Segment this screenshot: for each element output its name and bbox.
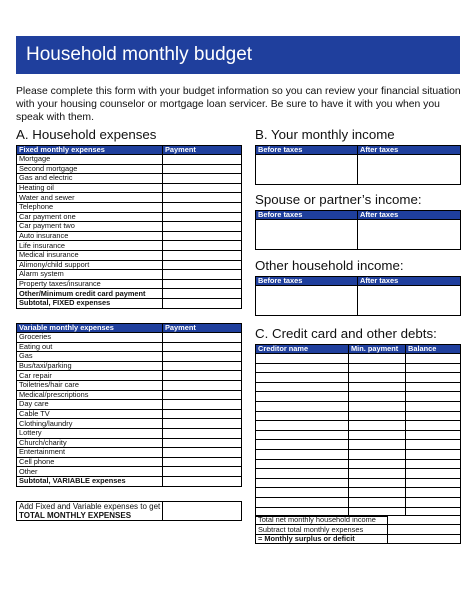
variable-expenses-header: Variable monthly expenses: [17, 324, 163, 333]
fixed-expenses-table: [16, 145, 242, 309]
fixed-payment-input[interactable]: [163, 260, 242, 270]
variable-payment-input[interactable]: [163, 457, 242, 467]
balance-input[interactable]: [406, 363, 461, 373]
variable-expense-label: Toiletries/hair care: [17, 380, 163, 390]
balance-input[interactable]: [406, 411, 461, 421]
section-a-heading: A. Household expenses: [16, 127, 157, 142]
table-row: [17, 371, 242, 381]
balance-input[interactable]: [406, 401, 461, 411]
creditor-name-input[interactable]: [256, 478, 349, 488]
fixed-payment-input[interactable]: [163, 193, 242, 203]
variable-expense-label: Eating out: [17, 342, 163, 352]
variable-expense-label: Groceries: [17, 333, 163, 343]
table-row: [17, 448, 242, 458]
variable-payment-input[interactable]: [163, 390, 242, 400]
table-row: [256, 421, 461, 431]
table-row: [17, 222, 242, 232]
section-b-heading: B. Your monthly income: [255, 127, 395, 142]
balance-input[interactable]: [406, 459, 461, 469]
variable-payment-input[interactable]: [163, 352, 242, 362]
fixed-expense-label: Car payment one: [17, 212, 163, 222]
variable-expenses-table: [16, 323, 242, 487]
table-row: [256, 411, 461, 421]
variable-subtotal-label: Subtotal, VARIABLE expenses: [17, 476, 163, 486]
creditor-name-input[interactable]: [256, 449, 349, 459]
fixed-expense-label: Heating oil: [17, 183, 163, 193]
table-row: [17, 250, 242, 260]
balance-header: Balance: [406, 345, 461, 354]
table-row: [256, 478, 461, 488]
balance-input[interactable]: [406, 392, 461, 402]
min-payment-input[interactable]: [349, 430, 406, 440]
fixed-subtotal-label: Other/Minimum credit card payment: [17, 289, 163, 299]
variable-expense-label: Clothing/laundry: [17, 419, 163, 429]
fixed-payment-header: Payment: [163, 146, 242, 155]
table-row: [17, 457, 242, 467]
other-income-after-taxes-header: After taxes: [358, 277, 461, 286]
creditor-name-input[interactable]: [256, 401, 349, 411]
section-c-heading: C. Credit card and other debts:: [255, 326, 437, 341]
spouse-income-heading: Spouse or partner’s income:: [255, 192, 422, 207]
balance-input[interactable]: [406, 449, 461, 459]
surplus-label: Total net monthly household income: [256, 516, 388, 525]
variable-payment-input[interactable]: [163, 361, 242, 371]
creditor-name-input[interactable]: [256, 421, 349, 431]
table-row: [17, 164, 242, 174]
creditor-name-input[interactable]: [256, 354, 349, 364]
min-payment-input[interactable]: [349, 392, 406, 402]
table-row: [17, 419, 242, 429]
fixed-expense-label: Second mortgage: [17, 164, 163, 174]
other-income-heading: Other household income:: [255, 258, 404, 273]
other-income-before-taxes-header: Before taxes: [256, 277, 358, 286]
balance-input[interactable]: [406, 488, 461, 498]
variable-expense-label: Car repair: [17, 371, 163, 381]
table-row: [17, 342, 242, 352]
table-row: [17, 476, 242, 486]
variable-payment-input[interactable]: [163, 467, 242, 477]
creditor-name-input[interactable]: [256, 382, 349, 392]
min-payment-header: Min. payment: [349, 345, 406, 354]
variable-subtotal-input[interactable]: [163, 476, 242, 486]
table-row: [256, 392, 461, 402]
min-payment-input[interactable]: [349, 478, 406, 488]
table-row: [17, 183, 242, 193]
table-row: [256, 534, 461, 543]
min-payment-input[interactable]: [349, 382, 406, 392]
variable-expense-label: Gas: [17, 352, 163, 362]
variable-payment-input[interactable]: [163, 438, 242, 448]
table-row: [256, 449, 461, 459]
fixed-expense-label: Car payment two: [17, 222, 163, 232]
table-row: [256, 363, 461, 373]
min-payment-input[interactable]: [349, 373, 406, 383]
table-row: [17, 212, 242, 222]
variable-expense-label: Medical/prescriptions: [17, 390, 163, 400]
min-payment-input[interactable]: [349, 459, 406, 469]
min-payment-input[interactable]: [349, 497, 406, 507]
table-row: [256, 469, 461, 479]
variable-payment-input[interactable]: [163, 448, 242, 458]
balance-input[interactable]: [406, 478, 461, 488]
variable-expense-label: Church/charity: [17, 438, 163, 448]
table-row: [17, 352, 242, 362]
creditor-name-input[interactable]: [256, 488, 349, 498]
your-income-after-taxes-header: After taxes: [358, 146, 461, 155]
fixed-expenses-header: Fixed monthly expenses: [17, 146, 163, 155]
variable-expense-label: Entertainment: [17, 448, 163, 458]
table-row: [17, 279, 242, 289]
monthly-surplus-input[interactable]: [388, 534, 461, 543]
total-expenses-input[interactable]: [163, 502, 242, 521]
fixed-expense-label: Alarm system: [17, 270, 163, 280]
fixed-payment-input[interactable]: [163, 202, 242, 212]
variable-expense-label: Day care: [17, 400, 163, 410]
variable-payment-input[interactable]: [163, 342, 242, 352]
total-expenses-table: [16, 501, 242, 521]
fixed-payment-input[interactable]: [163, 174, 242, 184]
table-row: [17, 231, 242, 241]
table-row: [256, 382, 461, 392]
variable-expense-label: Bus/taxi/parking: [17, 361, 163, 371]
min-payment-input[interactable]: [349, 469, 406, 479]
other-income-table: [255, 276, 461, 316]
table-row: [17, 193, 242, 203]
min-payment-input[interactable]: [349, 449, 406, 459]
table-row: [256, 459, 461, 469]
credit-debts-table: [255, 344, 461, 517]
min-payment-input[interactable]: [349, 401, 406, 411]
balance-input[interactable]: [406, 382, 461, 392]
surplus-label: Subtract total monthly expenses: [256, 525, 388, 534]
fixed-payment-input[interactable]: [163, 250, 242, 260]
min-payment-input[interactable]: [349, 488, 406, 498]
monthly-surplus-label: = Monthly surplus or deficit: [256, 534, 388, 543]
spouse-income-before-taxes-input[interactable]: [256, 220, 358, 250]
spouse-income-after-taxes-input[interactable]: [358, 220, 461, 250]
page-title: Household monthly budget: [16, 36, 460, 74]
creditor-name-input[interactable]: [256, 469, 349, 479]
fixed-expense-label: Medical insurance: [17, 250, 163, 260]
table-row: [256, 516, 461, 525]
table-row: [17, 467, 242, 477]
table-row: [256, 525, 461, 534]
fixed-payment-input[interactable]: [163, 155, 242, 165]
fixed-subtotal-label: Subtotal, FIXED expenses: [17, 298, 163, 308]
balance-input[interactable]: [406, 421, 461, 431]
table-row: [17, 428, 242, 438]
table-row: [17, 390, 242, 400]
variable-payment-input[interactable]: [163, 380, 242, 390]
total-expenses-instruction: Add Fixed and Variable expenses to get: [17, 502, 163, 512]
variable-payment-input[interactable]: [163, 419, 242, 429]
creditor-name-input[interactable]: [256, 411, 349, 421]
your-income-before-taxes-header: Before taxes: [256, 146, 358, 155]
table-row: [256, 354, 461, 364]
fixed-payment-input[interactable]: [163, 279, 242, 289]
table-row: [256, 488, 461, 498]
table-row: [17, 241, 242, 251]
intro-text: Please complete this form with your budget information so you can review your financial situation with your housing counselor or mortgage loan servicer. Be sure to have it with you when you speak with them.: [16, 86, 461, 124]
total-expenses-label: TOTAL MONTHLY EXPENSES: [17, 511, 163, 521]
table-row: [256, 401, 461, 411]
fixed-payment-input[interactable]: [163, 222, 242, 232]
creditor-name-header: Creditor name: [256, 345, 349, 354]
balance-input[interactable]: [406, 497, 461, 507]
balance-input[interactable]: [406, 440, 461, 450]
fixed-subtotal-input[interactable]: [163, 298, 242, 308]
your-income-before-taxes-input[interactable]: [256, 155, 358, 185]
table-row: [256, 373, 461, 383]
fixed-expense-label: Gas and electric: [17, 174, 163, 184]
min-payment-input[interactable]: [349, 363, 406, 373]
table-row: [17, 409, 242, 419]
fixed-expense-label: Telephone: [17, 202, 163, 212]
fixed-payment-input[interactable]: [163, 164, 242, 174]
variable-payment-input[interactable]: [163, 400, 242, 410]
other-income-before-taxes-input[interactable]: [256, 286, 358, 316]
table-row: [17, 155, 242, 165]
variable-payment-input[interactable]: [163, 371, 242, 381]
min-payment-input[interactable]: [349, 411, 406, 421]
surplus-input[interactable]: [388, 525, 461, 534]
spouse-income-after-taxes-header: After taxes: [358, 211, 461, 220]
min-payment-input[interactable]: [349, 421, 406, 431]
table-row: [17, 289, 242, 299]
table-row: [256, 430, 461, 440]
min-payment-input[interactable]: [349, 440, 406, 450]
fixed-payment-input[interactable]: [163, 212, 242, 222]
table-row: [17, 270, 242, 280]
fixed-expense-label: Mortgage: [17, 155, 163, 165]
spouse-income-table: [255, 210, 461, 250]
variable-payment-header: Payment: [163, 324, 242, 333]
fixed-expense-label: Alimony/child support: [17, 260, 163, 270]
table-row: [17, 333, 242, 343]
min-payment-input[interactable]: [349, 354, 406, 364]
your-income-table: [255, 145, 461, 185]
spouse-income-before-taxes-header: Before taxes: [256, 211, 358, 220]
variable-payment-input[interactable]: [163, 428, 242, 438]
fixed-payment-input[interactable]: [163, 231, 242, 241]
balance-input[interactable]: [406, 430, 461, 440]
fixed-payment-input[interactable]: [163, 270, 242, 280]
variable-expense-label: Cable TV: [17, 409, 163, 419]
creditor-name-input[interactable]: [256, 373, 349, 383]
creditor-name-input[interactable]: [256, 430, 349, 440]
variable-payment-input[interactable]: [163, 409, 242, 419]
surplus-input[interactable]: [388, 516, 461, 525]
creditor-name-input[interactable]: [256, 440, 349, 450]
variable-payment-input[interactable]: [163, 333, 242, 343]
table-row: [17, 438, 242, 448]
variable-expense-label: Cell phone: [17, 457, 163, 467]
surplus-table: [255, 515, 461, 544]
table-row: [17, 298, 242, 308]
table-row: [17, 202, 242, 212]
balance-input[interactable]: [406, 354, 461, 364]
table-row: [17, 260, 242, 270]
variable-expense-label: Other: [17, 467, 163, 477]
creditor-name-input[interactable]: [256, 363, 349, 373]
fixed-expense-label: Life insurance: [17, 241, 163, 251]
table-row: [17, 361, 242, 371]
creditor-name-input[interactable]: [256, 459, 349, 469]
fixed-payment-input[interactable]: [163, 241, 242, 251]
variable-expense-label: Lottery: [17, 428, 163, 438]
fixed-expense-label: Water and sewer: [17, 193, 163, 203]
fixed-expense-label: Auto insurance: [17, 231, 163, 241]
table-row: [256, 440, 461, 450]
table-row: [17, 400, 242, 410]
other-income-after-taxes-input[interactable]: [358, 286, 461, 316]
your-income-after-taxes-input[interactable]: [358, 155, 461, 185]
table-row: [256, 497, 461, 507]
creditor-name-input[interactable]: [256, 392, 349, 402]
table-row: [17, 380, 242, 390]
balance-input[interactable]: [406, 469, 461, 479]
fixed-payment-input[interactable]: [163, 183, 242, 193]
creditor-name-input[interactable]: [256, 497, 349, 507]
fixed-expense-label: Property taxes/insurance: [17, 279, 163, 289]
table-row: [17, 174, 242, 184]
balance-input[interactable]: [406, 373, 461, 383]
fixed-subtotal-input[interactable]: [163, 289, 242, 299]
